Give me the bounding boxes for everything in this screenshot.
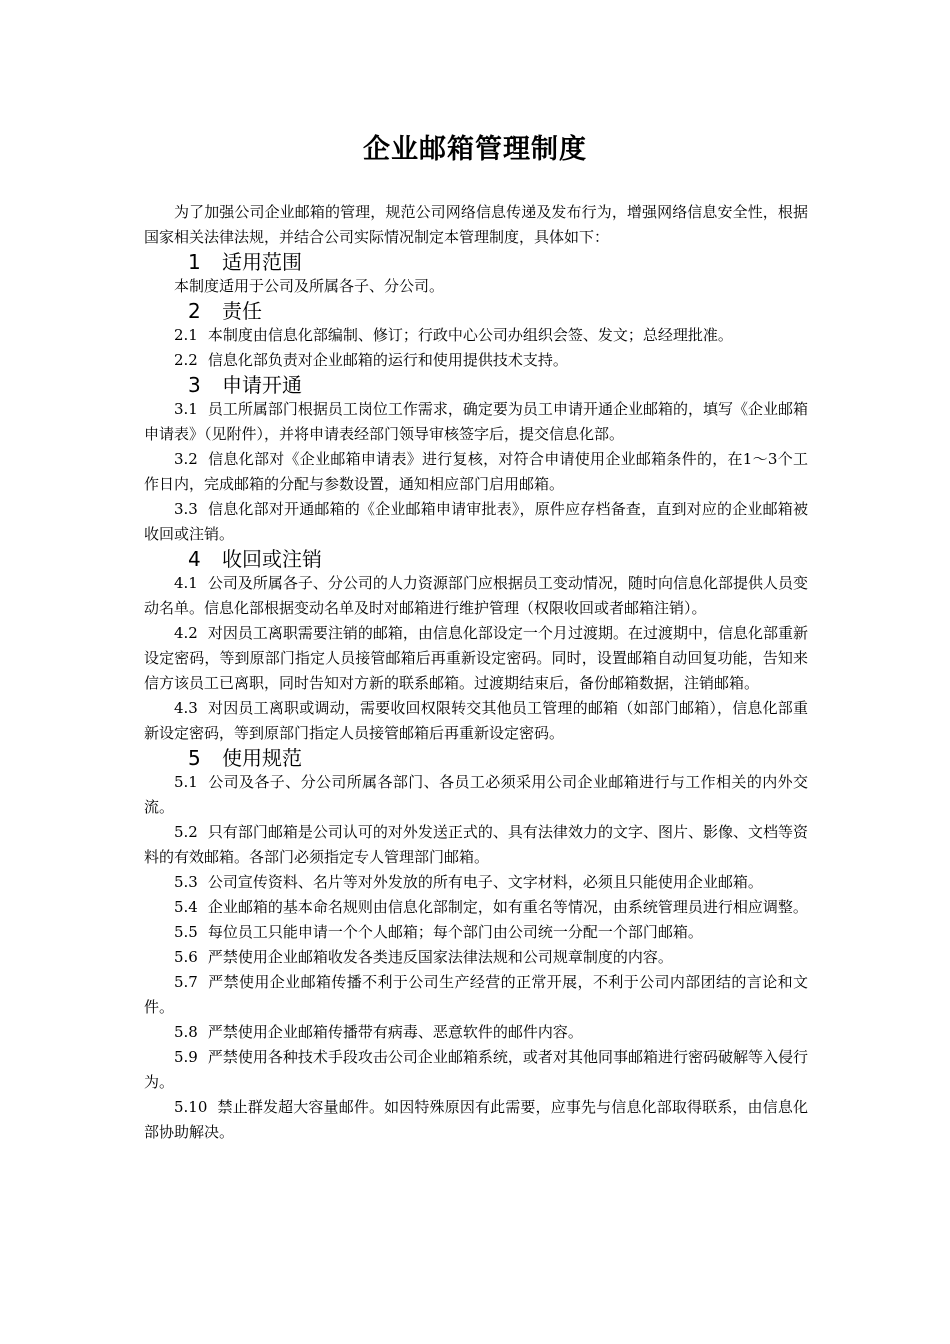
section-number: 4 xyxy=(188,547,201,571)
clause-paragraph xyxy=(144,447,808,497)
section-title: 责任 xyxy=(222,299,262,323)
section-title: 申请开通 xyxy=(222,373,302,397)
clause-number: 5.10 xyxy=(174,1098,208,1116)
clause-number: 3.2 xyxy=(174,450,198,468)
clause-text: 严禁使用各种技术手段攻击公司企业邮箱系统，或者对其他同事邮箱进行密码破解等入侵行为。 xyxy=(144,1048,808,1091)
section-heading xyxy=(144,746,808,770)
clause-text: 只有部门邮箱是公司认可的对外发送正式的、具有法律效力的文字、图片、影像、文档等资料的有效邮箱。各部门必须指定专人管理部门邮箱。 xyxy=(144,823,808,866)
clause-number: 4.2 xyxy=(174,624,198,642)
clause-paragraph xyxy=(144,770,808,820)
clause-paragraph xyxy=(144,274,808,299)
clause-paragraph xyxy=(144,397,808,447)
clause-paragraph xyxy=(144,571,808,621)
clause-paragraph xyxy=(144,497,808,547)
clause-text: 严禁使用企业邮箱传播带有病毒、恶意软件的邮件内容。 xyxy=(207,1023,583,1041)
clause-paragraph xyxy=(144,920,808,945)
clause-text: 信息化部对《企业邮箱申请表》进行复核，对符合申请使用企业邮箱条件的，在1～3个工作日内，完成邮箱的分配与参数设置，通知相应部门启用邮箱。 xyxy=(144,450,808,493)
section-title: 收回或注销 xyxy=(222,547,322,571)
clause-paragraph xyxy=(144,970,808,1020)
clause-number: 4.3 xyxy=(174,699,198,717)
clause-number: 5.8 xyxy=(174,1023,198,1041)
clause-number: 2.1 xyxy=(174,326,198,344)
clause-number: 5.3 xyxy=(174,873,198,891)
section-heading xyxy=(144,250,808,274)
clause-text: 公司宣传资料、名片等对外发放的所有电子、文字材料，必须且只能使用企业邮箱。 xyxy=(207,873,763,891)
clause-paragraph xyxy=(144,895,808,920)
section-number: 3 xyxy=(188,373,201,397)
clause-text: 企业邮箱的基本命名规则由信息化部制定，如有重名等情况，由系统管理员进行相应调整。 xyxy=(207,898,808,916)
clause-number: 5.9 xyxy=(174,1048,198,1066)
clause-number: 5.4 xyxy=(174,898,198,916)
clause-paragraph xyxy=(144,1020,808,1045)
clause-number: 5.5 xyxy=(174,923,198,941)
clause-paragraph xyxy=(144,945,808,970)
section-number: 5 xyxy=(188,746,201,770)
section-heading xyxy=(144,547,808,571)
clause-paragraph xyxy=(144,820,808,870)
clause-paragraph xyxy=(144,1045,808,1095)
section-number: 1 xyxy=(188,250,201,274)
clause-text: 对因员工离职需要注销的邮箱，由信息化部设定一个月过渡期。在过渡期中，信息化部重新设定密码，等到原部门指定人员接管邮箱后再重新设定密码。同时，设置邮箱自动回复功能，告知来信方该员工已离职，同时告知对方新的联系邮箱。过渡期结束后，备份邮箱数据，注销邮箱。 xyxy=(144,624,808,692)
clause-text: 每位员工只能申请一个个人邮箱；每个部门由公司统一分配一个部门邮箱。 xyxy=(207,923,703,941)
clause-number: 5.7 xyxy=(174,973,198,991)
clause-text: 严禁使用企业邮箱收发各类违反国家法律法规和公司规章制度的内容。 xyxy=(207,948,673,966)
clause-number: 3.1 xyxy=(174,400,198,418)
clause-number: 5.1 xyxy=(174,773,198,791)
clause-text: 公司及各子、分公司所属各部门、各员工必须采用公司企业邮箱进行与工作相关的内外交流。 xyxy=(144,773,808,816)
section-heading xyxy=(144,373,808,397)
clause-number: 2.2 xyxy=(174,351,198,369)
clause-text: 严禁使用企业邮箱传播不利于公司生产经营的正常开展，不利于公司内部团结的言论和文件。 xyxy=(144,973,808,1016)
intro-paragraph: 为了加强公司企业邮箱的管理，规范公司网络信息传递及发布行为，增强网络信息安全性，根据国家相关法律法规，并结合公司实际情况制定本管理制度，具体如下： xyxy=(144,203,808,246)
clause-paragraph xyxy=(144,696,808,746)
document-title: 企业邮箱管理制度 xyxy=(363,134,587,165)
section-number: 2 xyxy=(188,299,201,323)
clause-text: 本制度由信息化部编制、修订；行政中心公司办组织会签、发文；总经理批准。 xyxy=(207,326,733,344)
section-title: 适用范围 xyxy=(222,250,302,274)
clause-paragraph xyxy=(144,348,808,373)
clause-paragraph xyxy=(144,870,808,895)
clause-number: 5.2 xyxy=(174,823,198,841)
document-body xyxy=(144,200,808,1145)
clause-text: 公司及所属各子、分公司的人力资源部门应根据员工变动情况，随时向信息化部提供人员变动名单。信息化部根据变动名单及时对邮箱进行维护管理（权限收回或者邮箱注销）。 xyxy=(144,574,808,617)
clause-text: 员工所属部门根据员工岗位工作需求，确定要为员工申请开通企业邮箱的，填写《企业邮箱申请表》（见附件），并将申请表经部门领导审核签字后，提交信息化部。 xyxy=(144,400,808,443)
clause-paragraph xyxy=(144,323,808,348)
clause-paragraph xyxy=(144,1095,808,1145)
section-title: 使用规范 xyxy=(222,746,302,770)
section-heading xyxy=(144,299,808,323)
clause-text: 信息化部负责对企业邮箱的运行和使用提供技术支持。 xyxy=(207,351,568,369)
clause-text: 禁止群发超大容量邮件。如因特殊原因有此需要，应事先与信息化部取得联系，由信息化部协助解决。 xyxy=(144,1098,808,1141)
clause-number: 5.6 xyxy=(174,948,198,966)
clause-number: 3.3 xyxy=(174,500,198,518)
clause-text: 信息化部对开通邮箱的《企业邮箱申请审批表》，原件应存档备查，直到对应的企业邮箱被收回或注销。 xyxy=(144,500,808,543)
clause-number: 4.1 xyxy=(174,574,198,592)
clause-text: 本制度适用于公司及所属各子、分公司。 xyxy=(174,277,445,295)
clause-paragraph xyxy=(144,621,808,696)
clause-text: 对因员工离职或调动，需要收回权限转交其他员工管理的邮箱（如部门邮箱），信息化部重新设定密码，等到原部门指定人员接管邮箱后再重新设定密码。 xyxy=(144,699,808,742)
